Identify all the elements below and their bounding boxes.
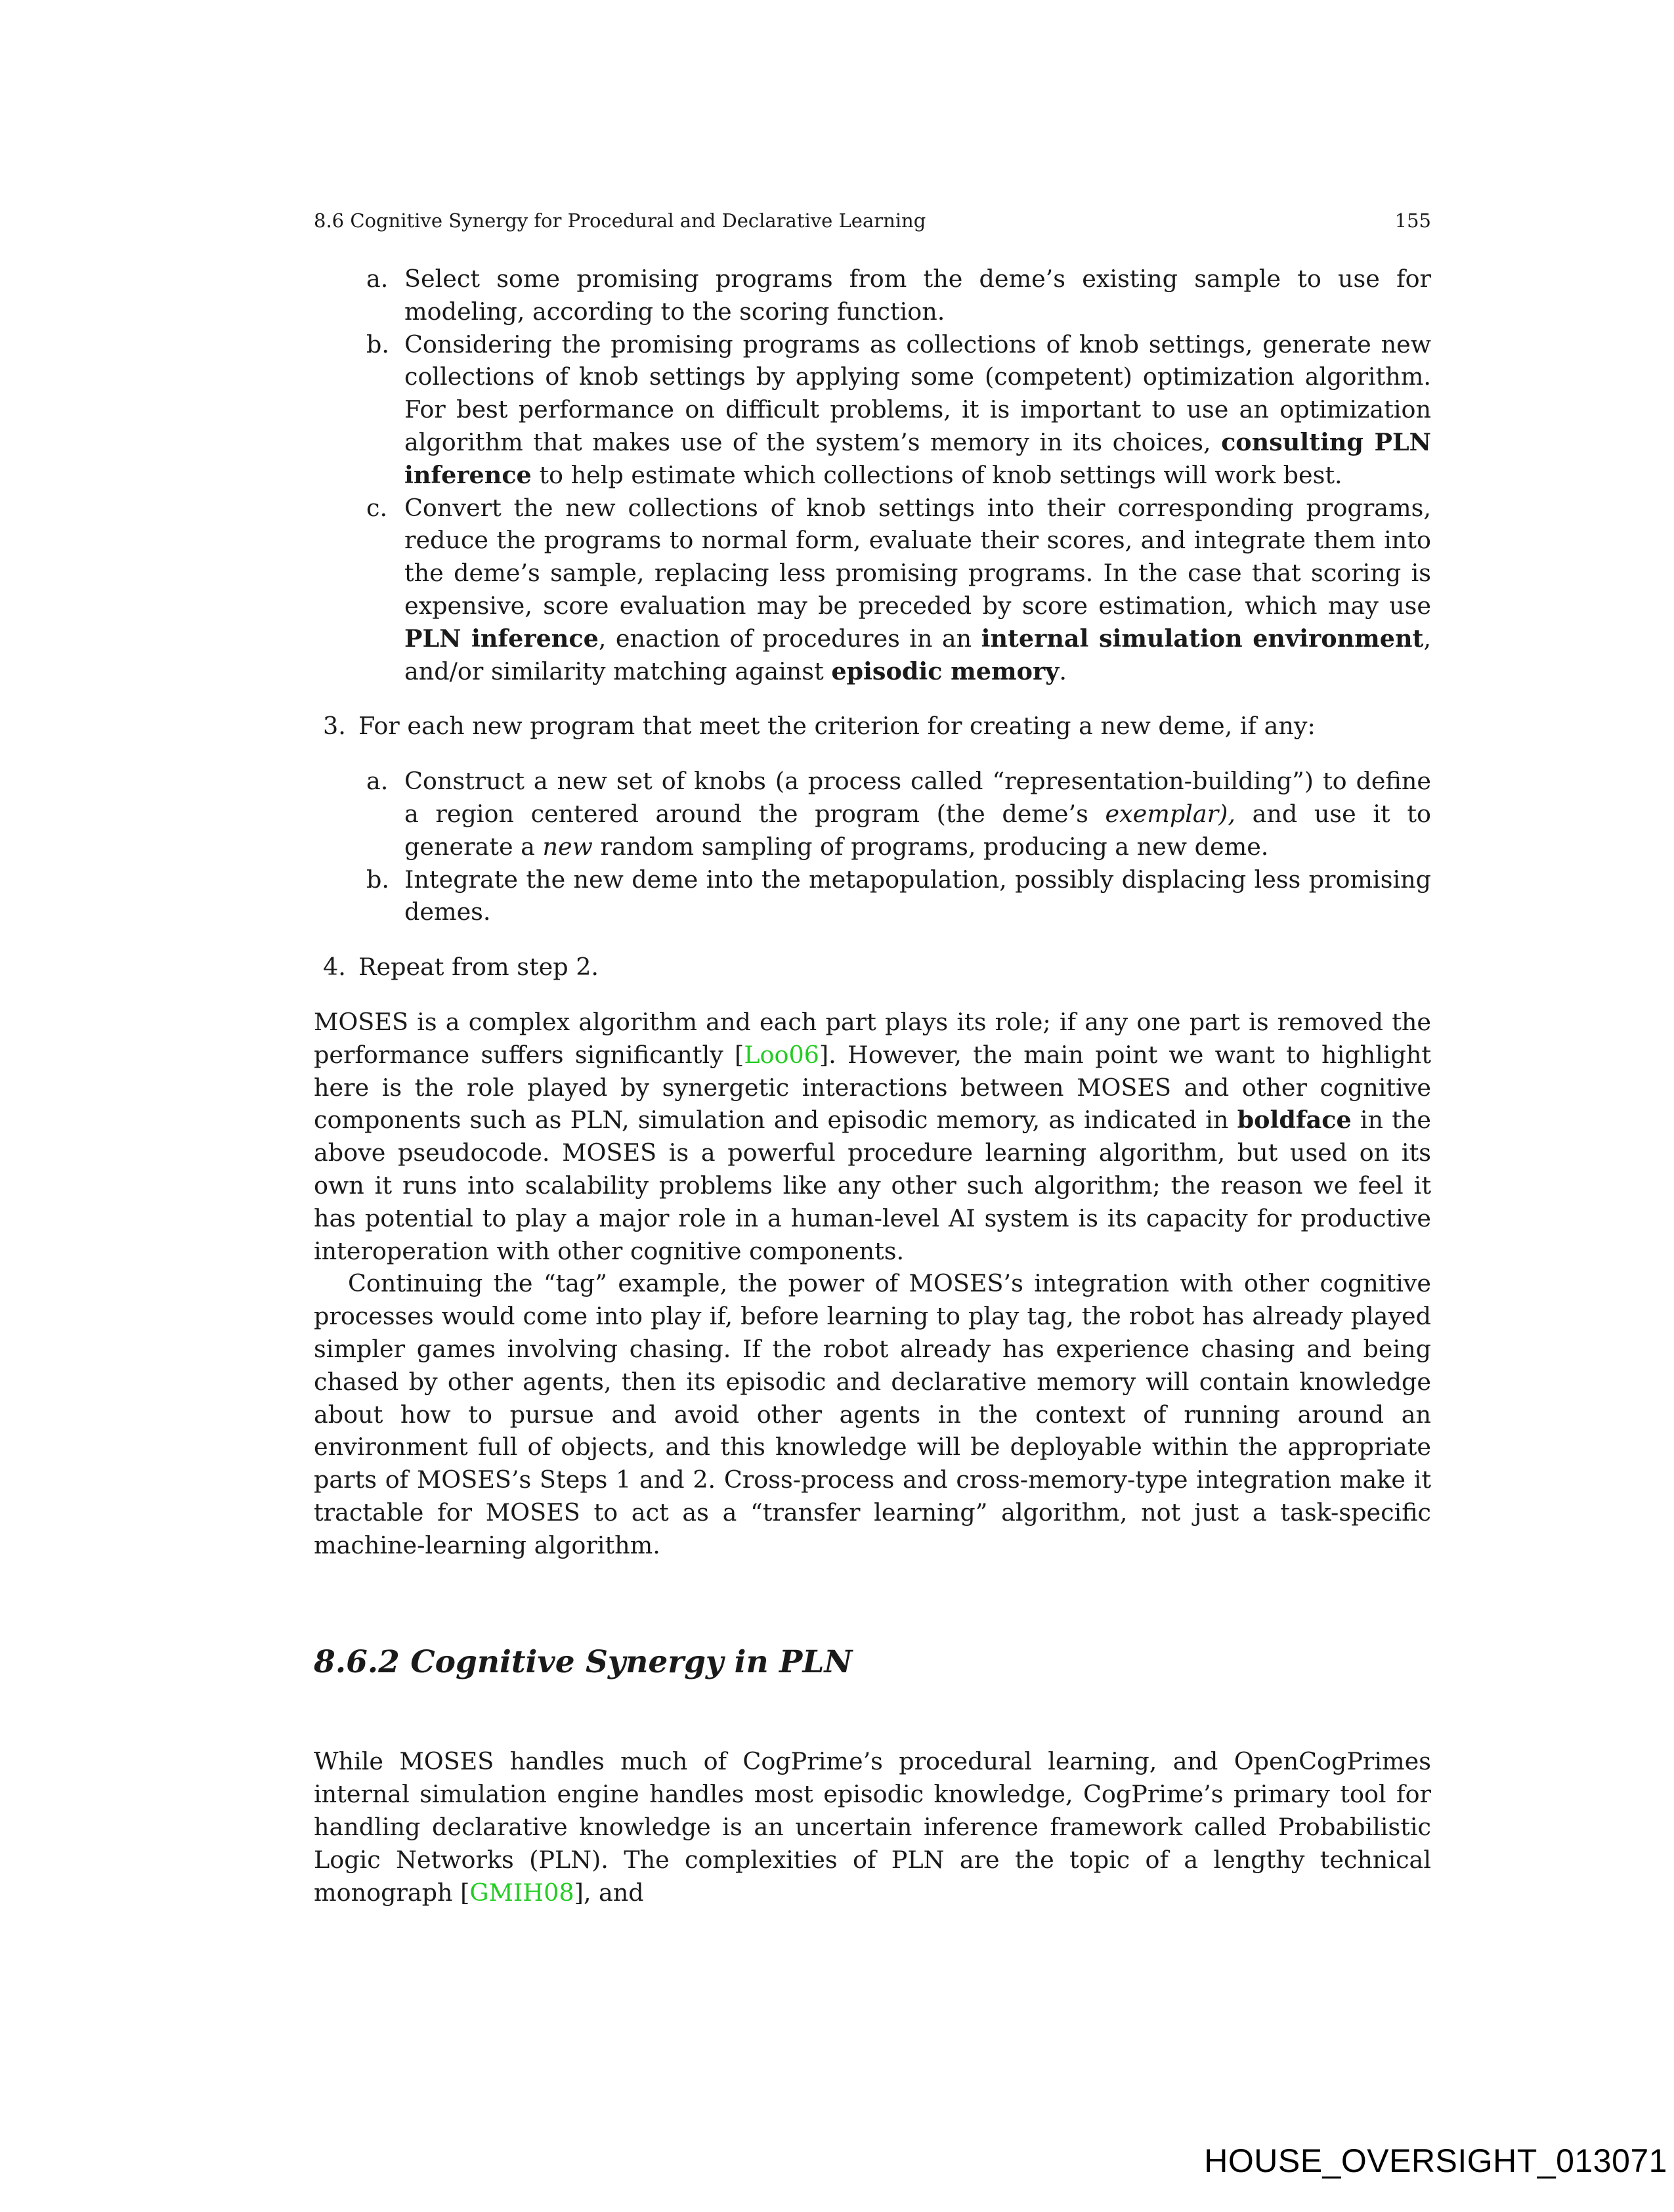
paragraph-text: ]. However, the main point we want to highlight here is the role played by synergetic interactions between MOSES and other cognitive components such as PLN, simulation and episodic memory, as indicated in — [314, 1040, 1431, 1135]
step-4 — [314, 951, 1431, 984]
list-text: . — [1059, 657, 1067, 685]
citation-link[interactable]: Loo06 — [744, 1040, 819, 1069]
step-label: 3. — [323, 712, 346, 741]
bold-term: PLN inference — [404, 624, 599, 653]
paragraph-3 — [314, 1745, 1431, 1909]
step-3-item-b — [314, 863, 1431, 929]
list-text: Considering the promising programs as collections of knob settings, generate new collections of knob settings by applying some (competent) optimization algorithm. For best performance on difficult problems, it is important to use an optimization algorithm that makes use of the system’s memory in its choices, — [404, 330, 1431, 456]
list-item-a — [314, 263, 1431, 328]
paragraph-text: ], and — [574, 1878, 644, 1907]
running-header-title: 8.6 Cognitive Synergy for Procedural and Declarative Learning — [314, 209, 926, 232]
list-text: , and/or similarity matching against — [404, 624, 1432, 685]
list-label: a. — [366, 767, 389, 796]
step-text: Repeat from step 2. — [358, 953, 599, 982]
list-text: , enaction of procedures in an — [598, 624, 972, 653]
list-text: random sampling of programs, producing a new deme. — [600, 832, 1269, 861]
step-text: For each new program that meet the criterion for creating a new deme, if any: — [358, 712, 1316, 741]
paragraph-text: MOSES is a complex algorithm and each part plays its role; if any one part is removed the performance suffers significantly [ — [314, 1007, 1431, 1069]
list-text: Integrate the new deme into the metapopulation, possibly displacing less promising demes. — [404, 865, 1431, 926]
bold-term: consulting PLN inference — [404, 427, 1431, 489]
page-body — [314, 263, 1431, 1909]
list-item-c — [314, 492, 1431, 688]
section-heading: 8.6.2 Cognitive Synergy in PLN — [314, 1644, 853, 1681]
list-text: Convert the new collections of knob settings into their corresponding programs, reduce the programs to normal form, evaluate their scores, and integrate them into the deme’s sample, replacing less promising programs. In the case that scoring is expensive, score evaluation may be preceded by score estimation, which may use — [404, 493, 1431, 620]
bates-stamp: HOUSE_OVERSIGHT_013071 — [1204, 2142, 1667, 2179]
paragraph-2 — [314, 1267, 1431, 1561]
paragraph-text: While MOSES handles much of CogPrime’s procedural learning, and OpenCogPrimes internal simulation engine handles most episodic knowledge, CogPrime’s primary tool for handling declarative knowledge is an uncertain inference framework called Probabilistic Logic Networks (PLN). The complexities of PLN are the topic of a lengthy technical monograph [ — [314, 1747, 1431, 1907]
list-text: to help estimate which collections of knob settings will work best. — [539, 460, 1342, 489]
list-text: Construct a new set of knobs (a process called “representation-building”) to define a region centered around the program (the deme’s — [404, 767, 1431, 828]
step-label: 4. — [323, 953, 346, 982]
italic-term: new — [542, 832, 593, 861]
paragraph-text: Continuing the “tag” example, the power of MOSES’s integration with other cognitive processes would come into play if, before learning to play tag, the robot has already played simpler games involving chasing. If the robot already has experience chasing and being chased by other agents, then its episodic and declarative memory will contain knowledge about how to pursue and avoid other agents in the context of running around an environment full of objects, and this knowledge will be deployable within the appropriate parts of MOSES’s Steps 1 and 2. Cross-process and cross-memory-type integration make it tractable for MOSES to act as a “transfer learning” algorithm, not just a task-specific machine-learning algorithm. — [314, 1269, 1431, 1559]
list-text: Select some promising programs from the deme’s existing sample to use for modeling, according to the scoring function. — [404, 265, 1431, 326]
list-item-b — [314, 328, 1431, 492]
bold-term: internal simulation environment — [981, 624, 1424, 653]
paragraph-text: in the above pseudocode. MOSES is a powerful procedure learning algorithm, but used on its own it runs into scalability problems like any other such algorithm; the reason we feel it has potential to play a major role in a human-level AI system is its capacity for productive interoperation with other cognitive components. — [314, 1106, 1432, 1265]
list-label: b. — [366, 865, 389, 894]
list-label: a. — [366, 265, 389, 293]
list-label: b. — [366, 330, 389, 358]
bold-term: episodic memory — [831, 657, 1060, 685]
list-text: and use it to generate a — [404, 799, 1432, 861]
citation-link[interactable]: GMIH08 — [469, 1878, 574, 1907]
page-number: 155 — [1394, 209, 1431, 232]
list-label: c. — [366, 493, 388, 522]
step-3-item-a — [314, 765, 1431, 863]
running-header — [314, 207, 1431, 234]
bold-term: boldface — [1237, 1106, 1352, 1135]
paragraph-1 — [314, 1006, 1431, 1267]
step-3 — [314, 710, 1431, 743]
italic-term: exemplar), — [1105, 799, 1235, 828]
